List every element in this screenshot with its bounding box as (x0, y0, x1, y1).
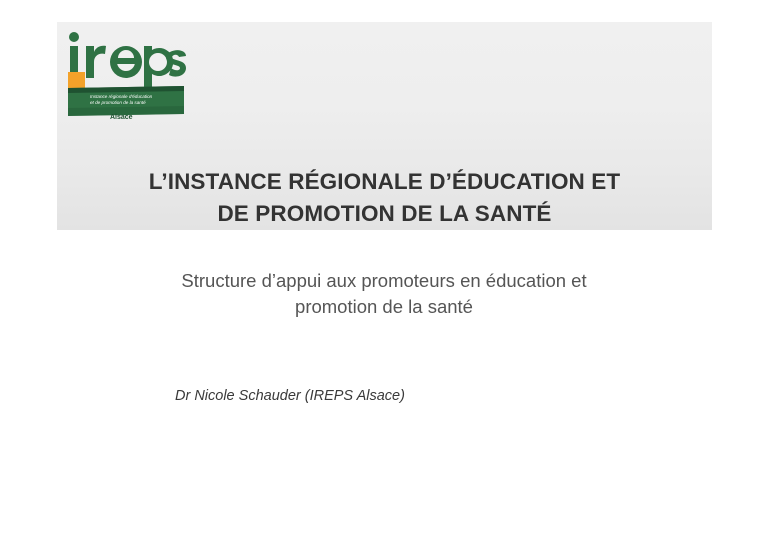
page-subtitle-line-1: Structure d’appui aux promoteurs en éducation et (181, 270, 587, 291)
page-subtitle (84, 268, 684, 319)
logo-orange-accent (68, 72, 85, 89)
svg-text:et de promotion de la santé: et de promotion de la santé (90, 100, 146, 105)
page-title-line-2: DE PROMOTION DE LA SANTÉ (217, 200, 552, 226)
page-title (57, 166, 712, 230)
page-title-line-1: L’INSTANCE RÉGIONALE D’ÉDUCATION ET (148, 169, 621, 194)
page-subtitle-line-2: promotion de la santé (295, 295, 473, 317)
logo-banner (68, 86, 184, 116)
svg-text:Instance régionale d'éducation: Instance régionale d'éducation (90, 94, 153, 99)
logo-graphic (66, 28, 188, 120)
logo-region-text: Alsace (110, 114, 133, 120)
ireps-logo (66, 28, 188, 120)
author-line: Dr Nicole Schauder (IREPS Alsace) (175, 388, 405, 404)
